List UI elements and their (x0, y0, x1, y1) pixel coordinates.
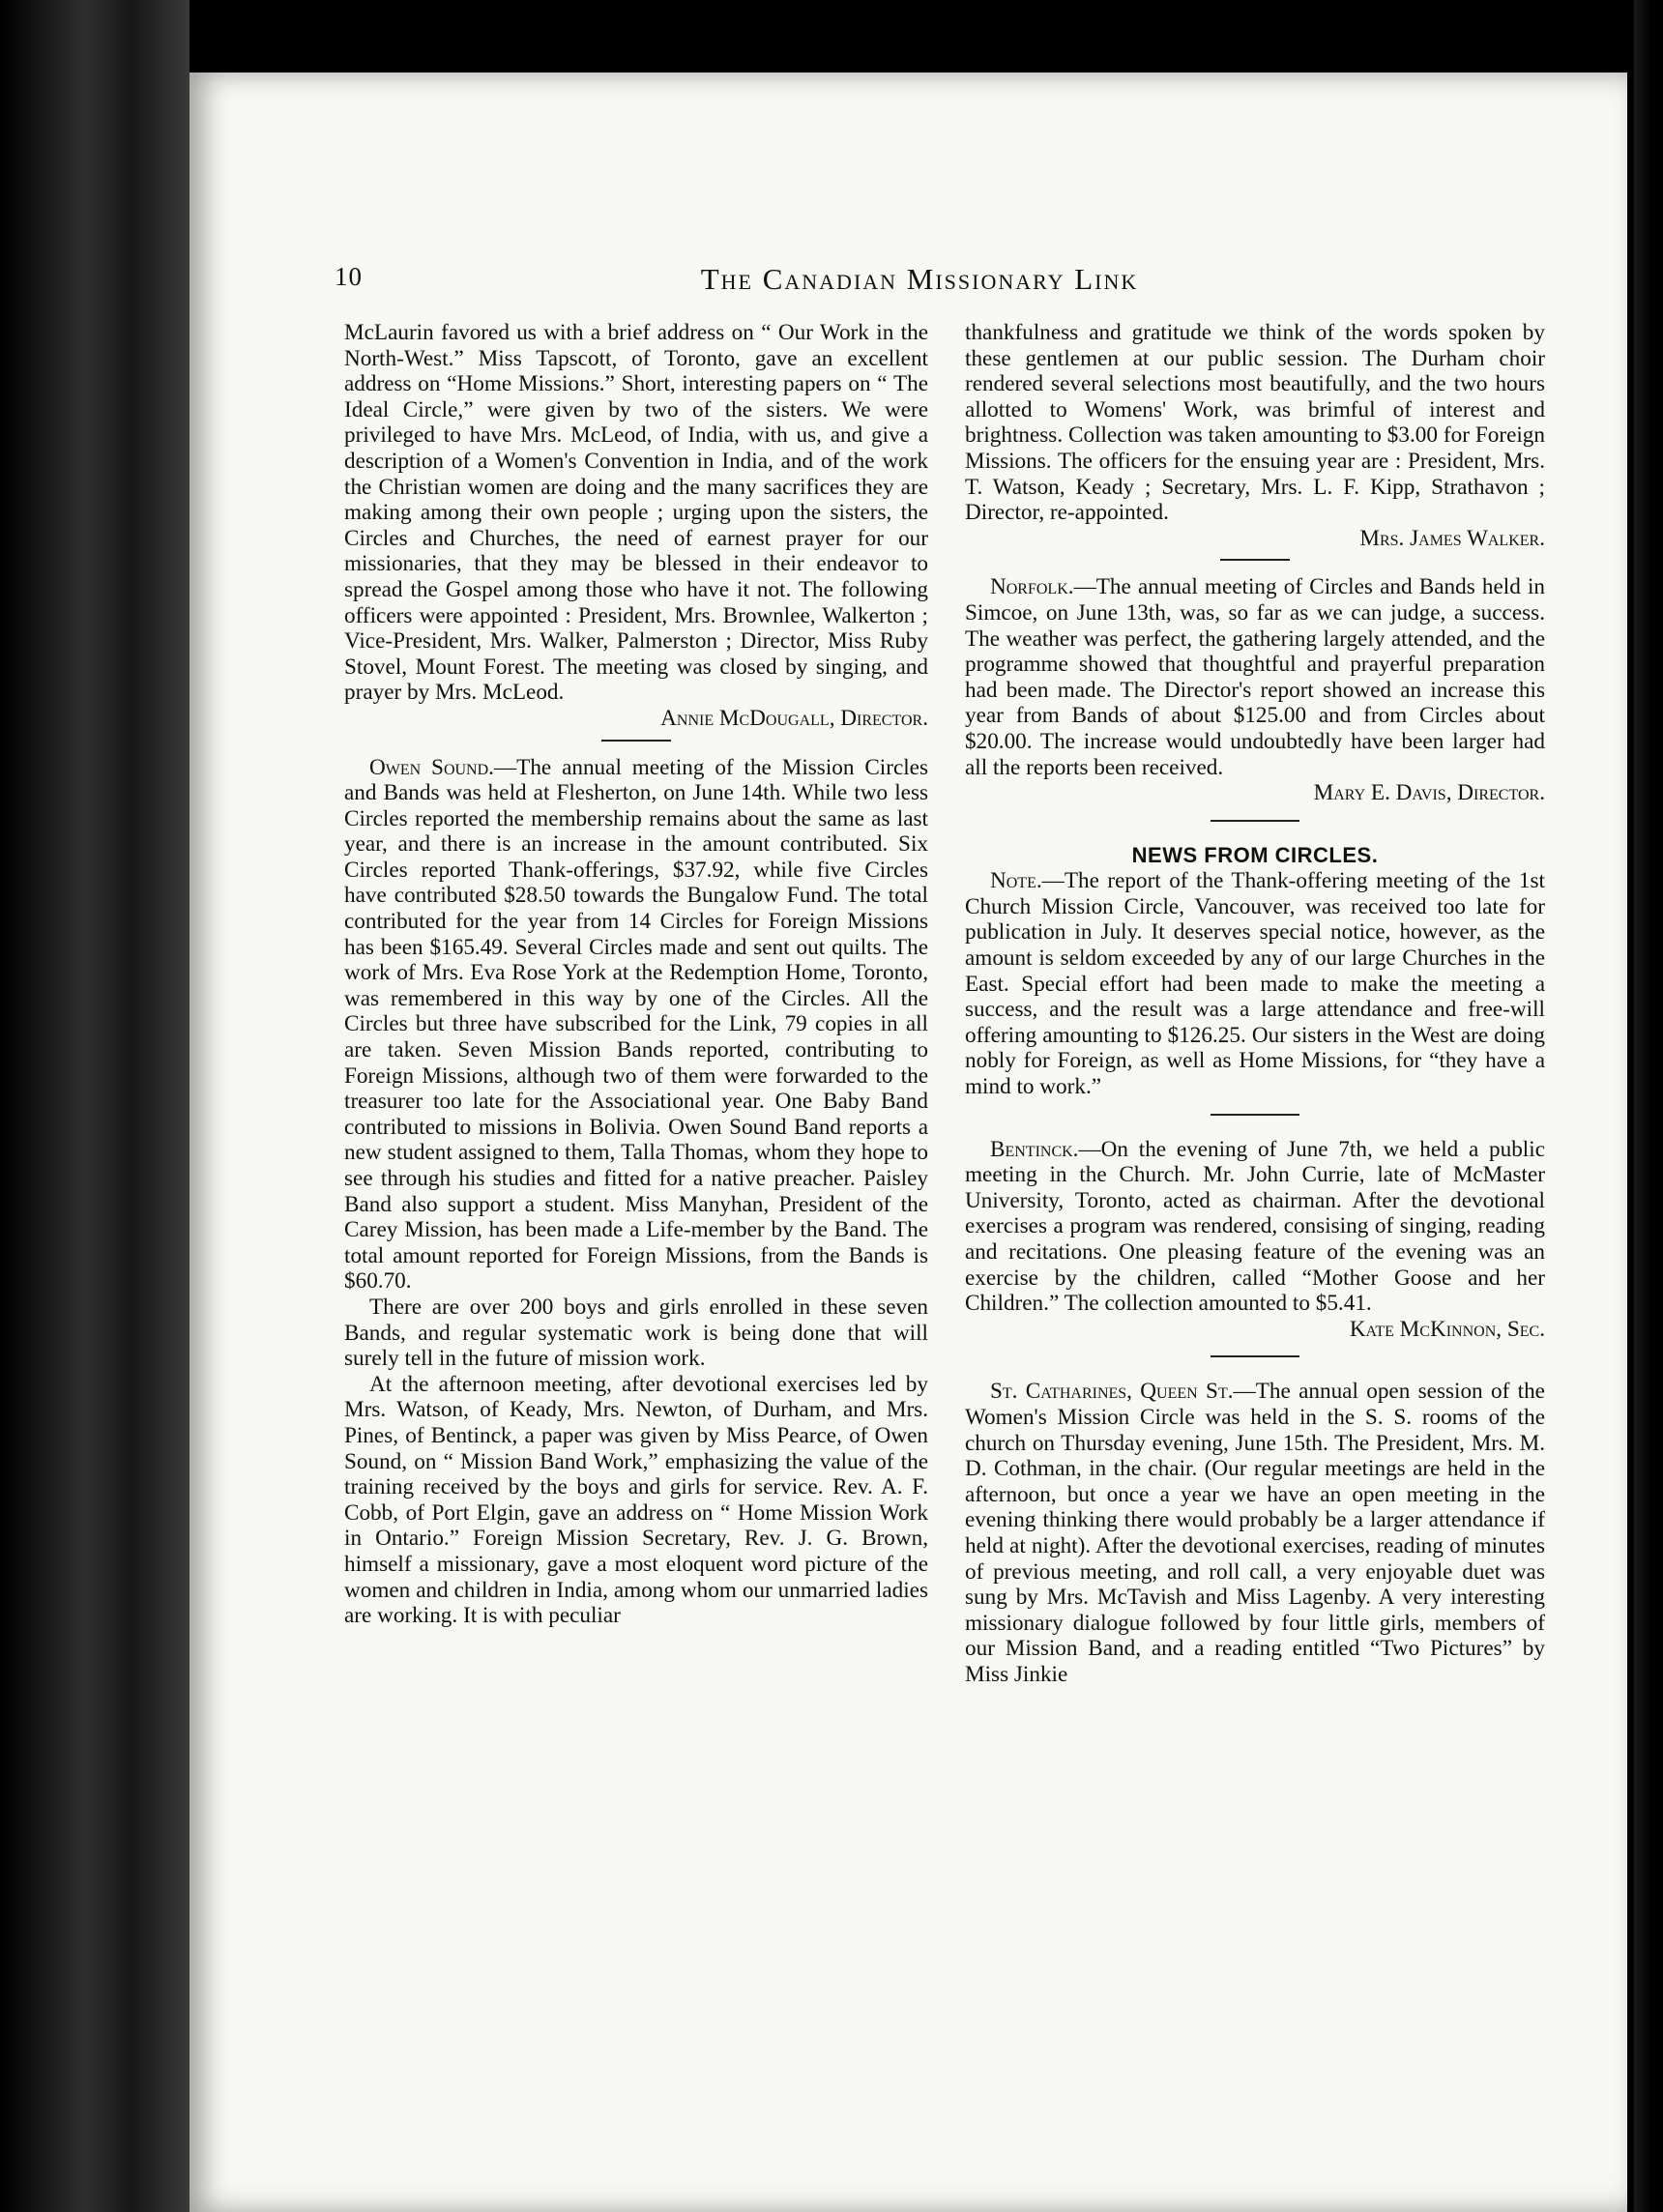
paragraph-text: —The annual open session of the Women's Mission Circle was held in the S. S. rooms of the church on Thursday evening, June 15th. The President, Mrs. M. D. Cothman, in the chair. (Our regular meetings are held in the afternoon, but once a year we have an open meeting in the evening thinking there would probably be a larger attendance if held at night). After the devotional exercises, reading of minutes of previous meeting, and roll call, a very enjoyable duet was sung by Mrs. McTavish and Miss Lagenby. A very interesting missionary dialogue followed by four little girls, members of our Mission Band, and a reading entitled “Two Pictures” by Miss Jinkie (965, 1379, 1545, 1687)
left-column (344, 320, 928, 1629)
section-lead: Bentinck. (990, 1136, 1079, 1162)
section-lead: Norfolk. (990, 574, 1074, 600)
divider (1211, 1114, 1299, 1116)
right-column (965, 320, 1545, 1688)
paragraph-text: —The report of the Thank-offering meeting of the 1st Church Mission Circle, Vancouver, was received too late for publication in July. It deserves special notice, however, as the amount is seldom exceeded by any of our large Churches in the East. Special effort had been made to make the meeting a success, and the result was a large attendance and free-will offering amounting to $126.25. Our sisters in the West are doing nobly for Foreign, as well as Home Missions, for “they have a mind to work.” (965, 868, 1545, 1100)
paragraph: At the afternoon meeting, after devotional exercises led by Mrs. Watson, of Keady, Mrs. Newton, of Durham, and Mrs. Pines, of Bentinck, a paper was given by Miss Pearce, of Owen Sound, on “ Mission Band Work,” emphasizing the value of the training received by the boys and girls for service. Rev. A. F. Cobb, of Port Elgin, gave an address on “ Home Mission Work in Ontario.” Foreign Mission Secretary, Rev. J. G. Brown, himself a missionary, gave a most eloquent word picture of the women and children in India, among whom our unmarried ladies are working. It is with peculiar (344, 1371, 928, 1629)
book-spine-edge (0, 0, 190, 2212)
section-lead: Owen Sound. (369, 754, 494, 780)
paragraph-text: —On the evening of June 7th, we held a public meeting in the Church. Mr. John Currie, late of McMaster University, Toronto, acted as chairman. After the devotional exercises a program was rendered, consising of singing, reading and recitations. One pleasing feature of the evening was an exercise by the children, called “Mother Goose and her Children.” The collection amounted to $5.41. (965, 1136, 1545, 1317)
signature: Kate McKinnon, Sec. (1349, 1316, 1545, 1342)
divider (601, 740, 671, 742)
section-lead: Note. (990, 868, 1042, 894)
paragraph: McLaurin favored us with a brief address on “ Our Work in the North-West.” Miss Tapscott, of Toronto, gave an excellent address on “Home Missions.” Short, interesting papers on “ The Ideal Circle,” were given by two of the sisters. We were privileged to have Mrs. McLeod, of India, with us, and give a description of a Women's Convention in India, and of the work the Christian women are doing and the many sacrifices they are making among their own people ; urging upon the sisters, the Circles and Churches, the need of earnest prayer for our missionaries, that they may be blessed in their endeavor to spread the Gospel among those who have it not. The following officers were appointed : President, Mrs. Brownlee, Walkerton ; Vice-President, Mrs. Walker, Palmerston ; Director, Miss Ruby Stovel, Mount Forest. The meeting was closed by singing, and prayer by Mrs. McLeod. (344, 320, 928, 706)
paragraph-norfolk (965, 574, 1545, 780)
paragraph-note (965, 868, 1545, 1099)
signature: Mrs. James Walker. (1359, 525, 1545, 551)
paragraph-bentinck (965, 1137, 1545, 1317)
paragraph-text: —The annual meeting of the Mission Circles and Bands was held at Flesherton, on June 14th. While two less Circles reported the membership remains about the same as last year, and there is an increase in the amount contributed. Six Circles reported Thank-offerings, $37.92, while five Circles have contributed $28.50 towards the Bungalow Fund. The total contributed for the year from 14 Circles for Foreign Missions has been $165.49. Several Circles made and sent out quilts. The work of Mrs. Eva Rose York at the Redemption Home, Toronto, was remembered in this way by one of the Circles. All the Circles but three have subscribed for the Link, 79 copies in all are taken. Seven Mission Bands reported, contributing to Foreign Missions, although two of them were forwarded to the treasurer too late for the Associational year. One Baby Band contributed to missions in Bolivia. Owen Sound Band reports a new student assigned to them, Talla Thomas, whom they hope to see through his studies and fitted for a native preacher. Paisley Band also support a student. Miss Manyhan, President of the Carey Mission, has been made a Life-member by the Band. The total amount reported for Foreign Missions, from the Bands is $60.70. (344, 754, 928, 1295)
divider (1211, 1355, 1299, 1357)
section-lead: St. Catharines, Queen St. (990, 1379, 1234, 1405)
book-page (190, 73, 1627, 2212)
paragraph: thankfulness and gratitude we think of the words spoken by these gentlemen at our public session. The Durham choir rendered several selections most beautifully, and the two hours allotted to Womens' Work, was brimful of interest and brightness. Collection was taken amounting to $3.00 for Foreign Missions. The officers for the ensuing year are : President, Mrs. T. Watson, Keady ; Secretary, Mrs. L. F. Kipp, Strathavon ; Director, re-appointed. (965, 320, 1545, 526)
signature: Annie McDougall, Director. (660, 705, 928, 731)
book-right-edge (1634, 0, 1663, 2212)
paragraph-text: —The annual meeting of Circles and Bands held in Simcoe, on June 13th, was, so far as we can judge, a success. The weather was perfect, the gathering largely attended, and the programme showed that thoughtful and prayerful preparation had been made. The Director's report showed an increase this year from Bands of about $125.00 and from Circles about $20.00. The increase would undoubtedly have been larger had all the reports been received. (965, 574, 1545, 780)
signature: Mary E. Davis, Director. (1313, 780, 1545, 806)
page-number: 10 (335, 262, 363, 291)
publication-title: The Canadian Missionary Link (700, 262, 1139, 296)
paragraph: There are over 200 boys and girls enrolled in these seven Bands, and regular systematic work is being done that will surely tell in the future of mission work. (344, 1294, 928, 1372)
paragraph-st-catharines (965, 1379, 1545, 1687)
divider (1220, 559, 1290, 561)
divider (1211, 820, 1299, 822)
paragraph-owen-sound (344, 755, 928, 1295)
section-heading: NEWS FROM CIRCLES. (1131, 842, 1379, 867)
